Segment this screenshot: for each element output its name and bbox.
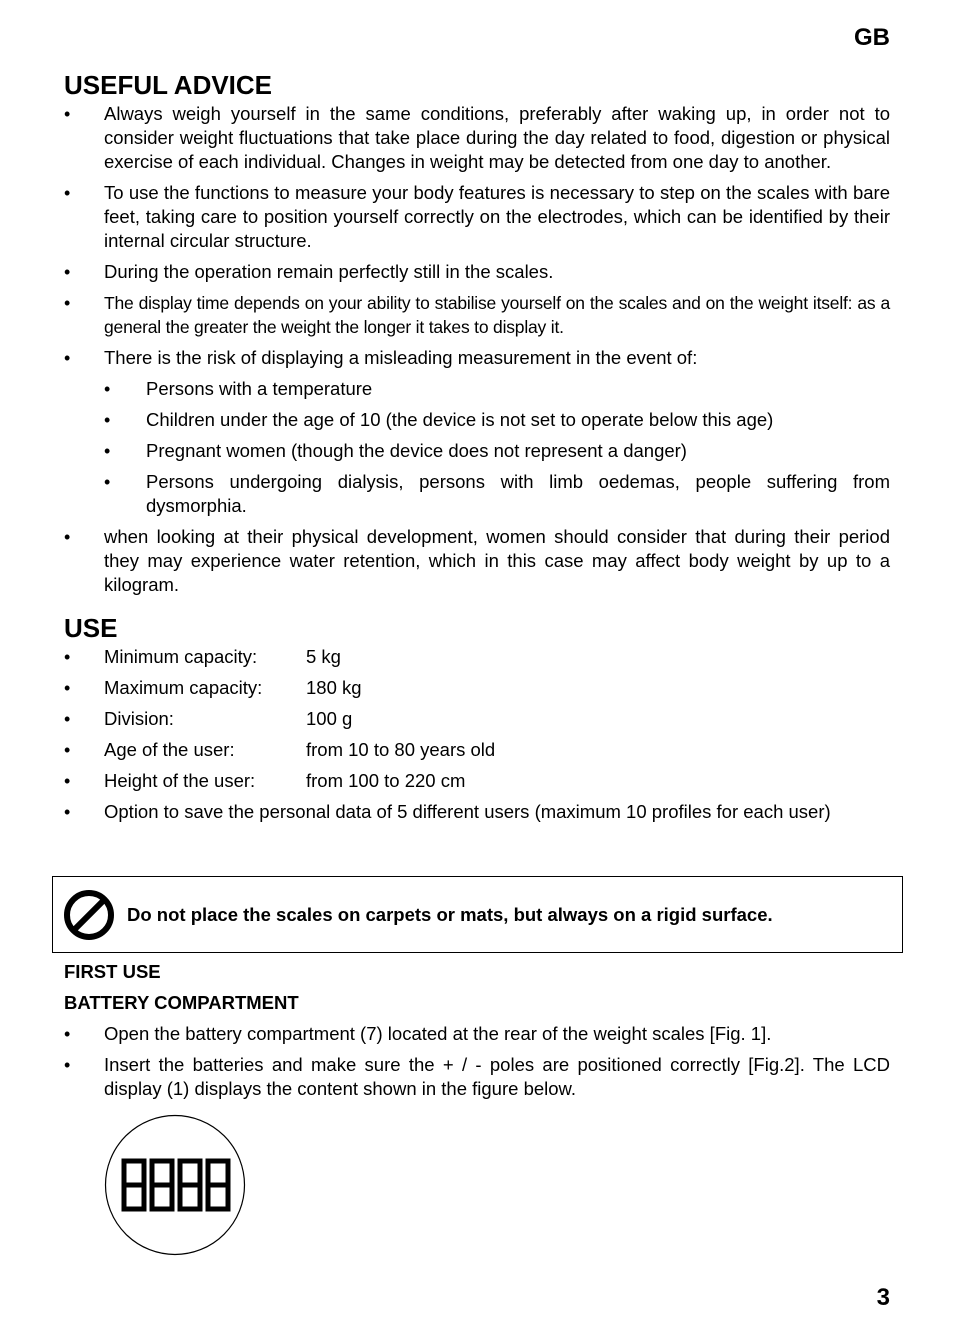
list-item: • During the operation remain perfectly still in the scales.	[64, 260, 890, 284]
spec-label: • Age of the user:	[104, 739, 235, 760]
warning-box	[52, 876, 903, 953]
prohibition-icon	[63, 889, 115, 941]
spec-item: • Option to save the personal data of 5 different users (maximum 10 profiles for each user)	[64, 800, 890, 824]
spec-label: • Division:	[104, 708, 174, 729]
warning-text: Do not place the scales on carpets or mats, but always on a rigid surface.	[127, 903, 773, 925]
list-item: • Insert the batteries and make sure the + / - poles are positioned correctly [Fig.2]. The LCD display (1) displays the content shown in the figure below.	[64, 1053, 890, 1101]
spec-item	[64, 707, 890, 731]
specs-list	[64, 645, 890, 824]
list-item	[64, 346, 890, 518]
spec-value: from 10 to 80 years old	[306, 739, 496, 760]
list-item-text: There is the risk of displaying a misleading measurement in the event of:	[104, 347, 698, 368]
useful-advice-heading: USEFUL ADVICE	[64, 70, 273, 100]
first-use-heading: FIRST USE	[64, 961, 161, 982]
battery-compartment-heading: BATTERY COMPARTMENT	[64, 992, 299, 1013]
sub-list-item: • Persons undergoing dialysis, persons with limb oedemas, people suffering from dysmorphia.	[104, 470, 890, 518]
spec-label: • Maximum capacity:	[104, 677, 263, 698]
risk-sub-list	[104, 377, 890, 518]
sub-list-item: • Pregnant women (though the device does not represent a danger)	[104, 439, 890, 463]
lcd-display-figure	[104, 1114, 246, 1256]
list-item: • To use the functions to measure your body features is necessary to step on the scales with bare feet, taking care to position yourself correctly on the electrodes, which can be identified by their internal circular structure.	[64, 181, 890, 253]
spec-value: 5 kg	[306, 646, 341, 667]
battery-list	[64, 1022, 890, 1101]
spec-label: • Height of the user:	[104, 770, 256, 791]
list-item: • Open the battery compartment (7) located at the rear of the weight scales [Fig. 1].	[64, 1022, 890, 1046]
main-content	[64, 68, 890, 831]
advice-list	[64, 102, 890, 597]
sub-list-item: • Persons with a temperature	[104, 377, 890, 401]
spec-value: 100 g	[306, 708, 353, 729]
spec-item	[64, 738, 890, 762]
list-item: • when looking at their physical development, women should consider that during their period they may experience water retention, which in this case may affect body weight by up to a kilogram.	[64, 525, 890, 597]
spec-item	[64, 645, 890, 669]
spec-value: from 100 to 220 cm	[306, 770, 466, 791]
use-heading: USE	[64, 613, 118, 643]
page-number: 3	[876, 1284, 890, 1311]
spec-item	[64, 676, 890, 700]
language-code: GB	[854, 24, 890, 51]
list-item: • The display time depends on your ability to stabilise yourself on the scales and on the weight itself: as a general the greater the weight the longer it takes to display it.	[64, 291, 890, 339]
first-use-section	[64, 960, 890, 1108]
sub-list-item: • Children under the age of 10 (the device is not set to operate below this age)	[104, 408, 890, 432]
list-item: • Always weigh yourself in the same conditions, preferably after waking up, in order not to consider weight fluctuations that take place during the day related to food, digestion or physical exercise of each individual. Changes in weight may be detected from one day to another.	[64, 102, 890, 174]
spec-item	[64, 769, 890, 793]
spec-label: • Minimum capacity:	[104, 646, 258, 667]
spec-value: 180 kg	[306, 677, 362, 698]
